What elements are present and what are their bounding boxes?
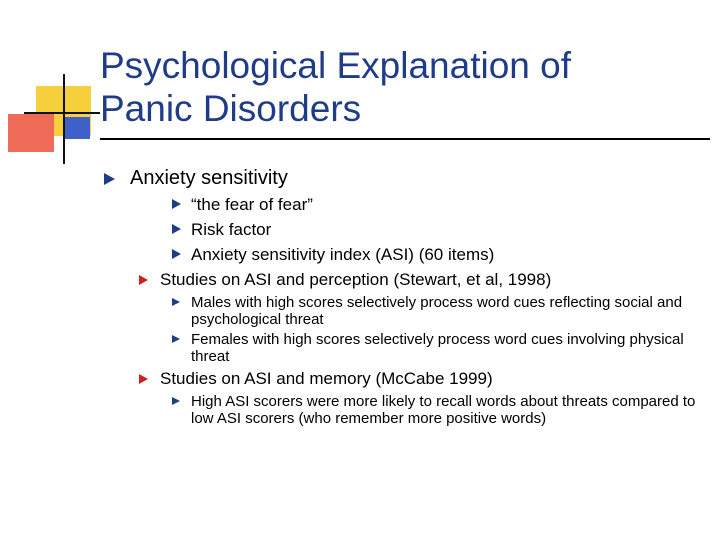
red-arrow-bullet-icon [139,374,148,384]
title-line-1: Psychological Explanation of [100,45,572,86]
bullet-high-asi-recall [100,393,720,427]
arrow-bullet-icon [172,224,181,234]
blue-block [64,117,90,139]
arrow-bullet-icon [172,335,180,343]
title-divider [100,138,710,140]
bullet-text: Anxiety sensitivity index (ASI) (60 items) [191,245,495,264]
bullet-text: Risk factor [191,220,272,239]
arrow-bullet-icon [172,397,180,405]
red-block [8,114,54,152]
bullet-risk-factor [100,219,720,241]
bullet-text: Studies on ASI and perception (Stewart, et al, 1998) [160,270,552,289]
decor-vertical-line [63,74,65,164]
bullet-text: “the fear of fear” [191,195,313,214]
bullet-text: Anxiety sensitivity [130,167,288,189]
arrow-bullet-icon [104,173,115,185]
bullet-text: Males with high scores selectively process word cues reflecting social and psychological threat [191,294,683,328]
red-arrow-bullet-icon [139,275,148,285]
bullet-males [100,294,720,328]
arrow-bullet-icon [172,199,181,209]
arrow-bullet-icon [172,298,180,306]
bullet-text: Females with high scores selectively process word cues involving physical threat [191,331,684,365]
title-line-2: Panic Disorders [100,88,362,129]
decor-horizontal-line [24,112,100,114]
bullet-asi-perception [100,269,720,291]
corner-decoration [0,0,100,170]
bullet-anxiety-sensitivity [100,166,720,191]
bullet-fear-of-fear [100,194,720,216]
bullet-asi-memory [100,368,720,390]
bullet-list [100,166,720,430]
bullet-asi [100,244,720,266]
slide-title [100,44,700,130]
bullet-females [100,331,720,365]
bullet-text: Studies on ASI and memory (McCabe 1999) [160,369,493,388]
bullet-text: High ASI scorers were more likely to recall words about threats compared to low ASI scorers (who remember more positive words) [191,393,696,427]
arrow-bullet-icon [172,249,181,259]
